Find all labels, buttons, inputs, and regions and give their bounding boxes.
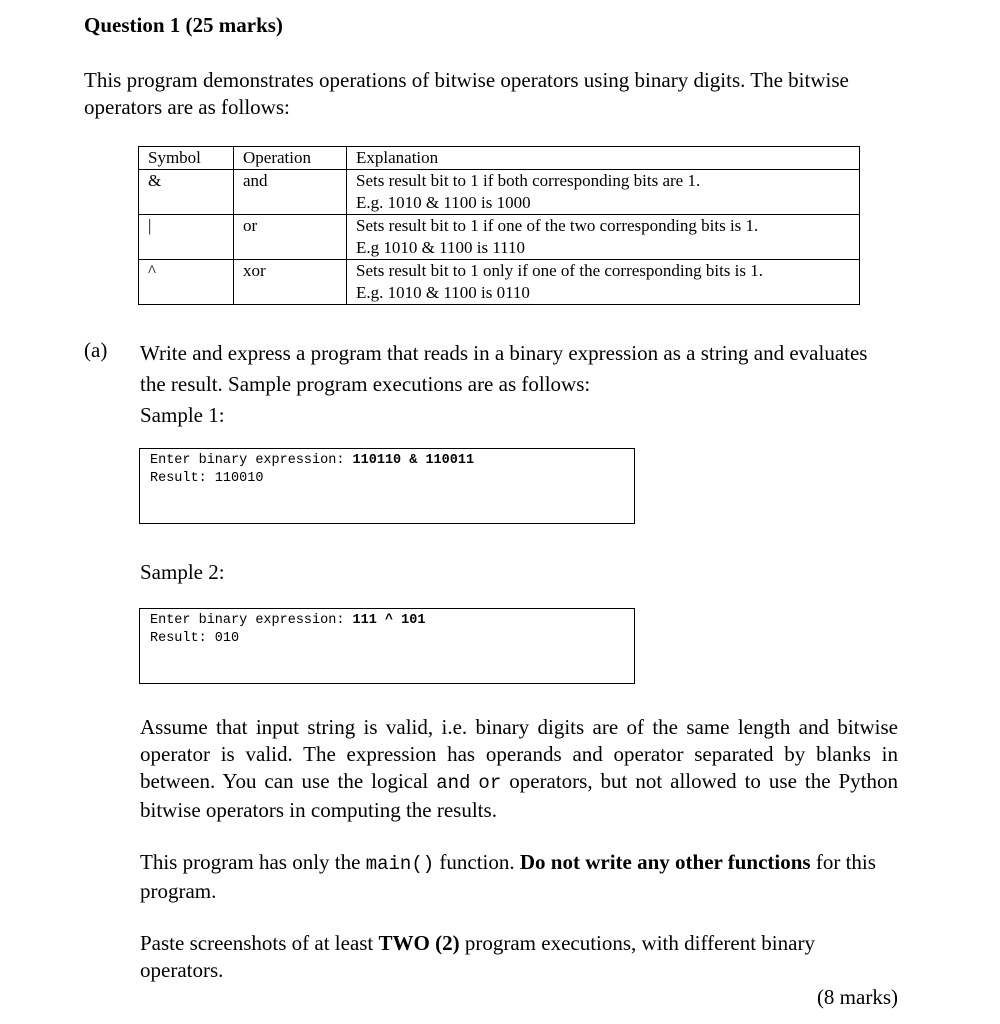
- assume-text: Assume that input string is valid, i.e. binary digits are of the same length and bitwise operator is valid. The expression has operands and operator separated by blanks in between. You can use the logical: [140, 715, 898, 793]
- main-code: main(): [365, 853, 435, 875]
- header-symbol: Symbol: [139, 147, 234, 170]
- console-prompt: Enter binary expression:: [150, 613, 353, 628]
- assume-text: operators, but not allowed to use the Python bitwise operators in computing the results.: [140, 769, 898, 822]
- example-line: E.g. 1010 & 1100 is 1000: [356, 193, 531, 212]
- explanation-line: Sets result bit to 1 if both corresponding bits are 1.: [356, 171, 701, 190]
- paste-paragraph: [140, 930, 898, 984]
- header-explanation: Explanation: [347, 147, 860, 170]
- paste-text: Paste screenshots of at least: [140, 931, 379, 955]
- question-title: Question 1 (25 marks): [84, 13, 283, 37]
- table-row: [139, 170, 860, 215]
- and-keyword: and: [436, 772, 471, 794]
- symbol-cell: |: [139, 215, 234, 260]
- table-row: [139, 260, 860, 305]
- paste-bold: TWO (2): [378, 931, 460, 955]
- part-a-instructions: Write and express a program that reads in a binary expression as a string and evaluates the result. Sample program executions are as follows:: [140, 341, 868, 396]
- table-header-row: [139, 147, 860, 170]
- main-text: This program has only the: [140, 850, 366, 874]
- explanation-line: Sets result bit to 1 if one of the two corresponding bits is 1.: [356, 216, 759, 235]
- operation-cell: xor: [234, 260, 347, 305]
- example-line: E.g. 1010 & 1100 is 0110: [356, 283, 530, 302]
- console-result: Result: 010: [150, 631, 240, 646]
- header-operation: Operation: [234, 147, 347, 170]
- part-a-label: (a): [84, 338, 108, 362]
- sample2-console: [139, 608, 635, 684]
- table-row: [139, 215, 860, 260]
- example-line: E.g 1010 & 1100 is 1110: [356, 238, 526, 257]
- console-prompt-line: [150, 612, 624, 630]
- main-bold-instruction: Do not write any other functions: [519, 850, 811, 874]
- explanation-cell: [347, 260, 860, 305]
- symbol-cell: &: [139, 170, 234, 215]
- main-text: function.: [434, 850, 520, 874]
- sample2-label: Sample 2:: [140, 560, 225, 584]
- paste-text: program executions, with different binary operators.: [140, 931, 815, 982]
- operation-cell: or: [234, 215, 347, 260]
- console-input: 110110 & 110011: [352, 453, 475, 468]
- assumptions-paragraph: [140, 714, 898, 824]
- main-function-paragraph: [140, 849, 898, 905]
- main-text: for this program.: [140, 850, 876, 903]
- operation-cell: and: [234, 170, 347, 215]
- marks-label: (8 marks): [816, 985, 898, 1009]
- operators-table: [138, 146, 860, 305]
- symbol-cell: ^: [139, 260, 234, 305]
- part-a-text: [140, 338, 880, 431]
- console-prompt: Enter binary expression:: [150, 453, 353, 468]
- sample1-console: [139, 448, 635, 524]
- explanation-cell: [347, 215, 860, 260]
- console-input: 111 ^ 101: [352, 613, 426, 628]
- or-keyword: or: [478, 772, 502, 794]
- explanation-cell: [347, 170, 860, 215]
- console-prompt-line: [150, 452, 624, 470]
- explanation-line: Sets result bit to 1 only if one of the corresponding bits is 1.: [356, 261, 764, 280]
- console-result: Result: 110010: [150, 471, 264, 486]
- intro-paragraph: This program demonstrates operations of bitwise operators using binary digits. The bitwise operators are as follows:: [84, 68, 849, 119]
- sample1-label: Sample 1:: [140, 403, 225, 427]
